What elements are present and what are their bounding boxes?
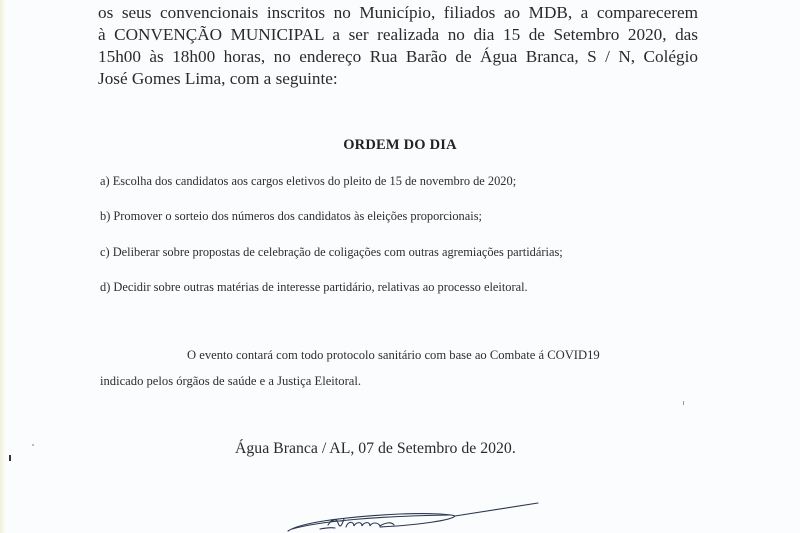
signature-icon xyxy=(280,495,540,533)
agenda-item-b: b) Promover o sorteio dos números dos candidatos às eleições proporcionais; xyxy=(100,209,482,223)
agenda-item-c: c) Deliberar sobre propostas de celebração de coligações com outras agremiações partidárias; xyxy=(100,245,563,259)
scan-speck xyxy=(9,455,11,461)
scan-speck xyxy=(32,444,34,446)
intro-line-3: 15h00 às 18h00 horas, no endereço Rua Barão de Água Branca, S / N, Colégio xyxy=(98,47,698,66)
intro-line-4: José Gomes Lima, com a seguinte: xyxy=(98,69,338,88)
agenda-item-d: d) Decidir sobre outras matérias de interesse partidário, relativas ao processo eleitoral. xyxy=(100,280,528,294)
health-note-line-2: indicado pelos órgãos de saúde e a Justiça Eleitoral. xyxy=(100,374,362,388)
intro-line-1: os seus convencionais inscritos no Município, filiados ao MDB, a comparecerem xyxy=(98,3,698,22)
agenda-item-a: a) Escolha dos candidatos aos cargos eletivos do pleito de 15 de novembro de 2020; xyxy=(100,174,517,188)
agenda-title: ORDEM DO DIA xyxy=(343,137,457,153)
scan-speck xyxy=(683,401,684,405)
place-and-date: Água Branca / AL, 07 de Setembro de 2020. xyxy=(235,440,516,457)
intro-paragraph xyxy=(98,2,698,90)
health-note-line-1: O evento contará com todo protocolo sanitário com base ao Combate á COVID19 xyxy=(187,348,600,362)
intro-line-2: à CONVENÇÃO MUNICIPAL a ser realizada no dia 15 de Setembro 2020, das xyxy=(98,25,698,44)
